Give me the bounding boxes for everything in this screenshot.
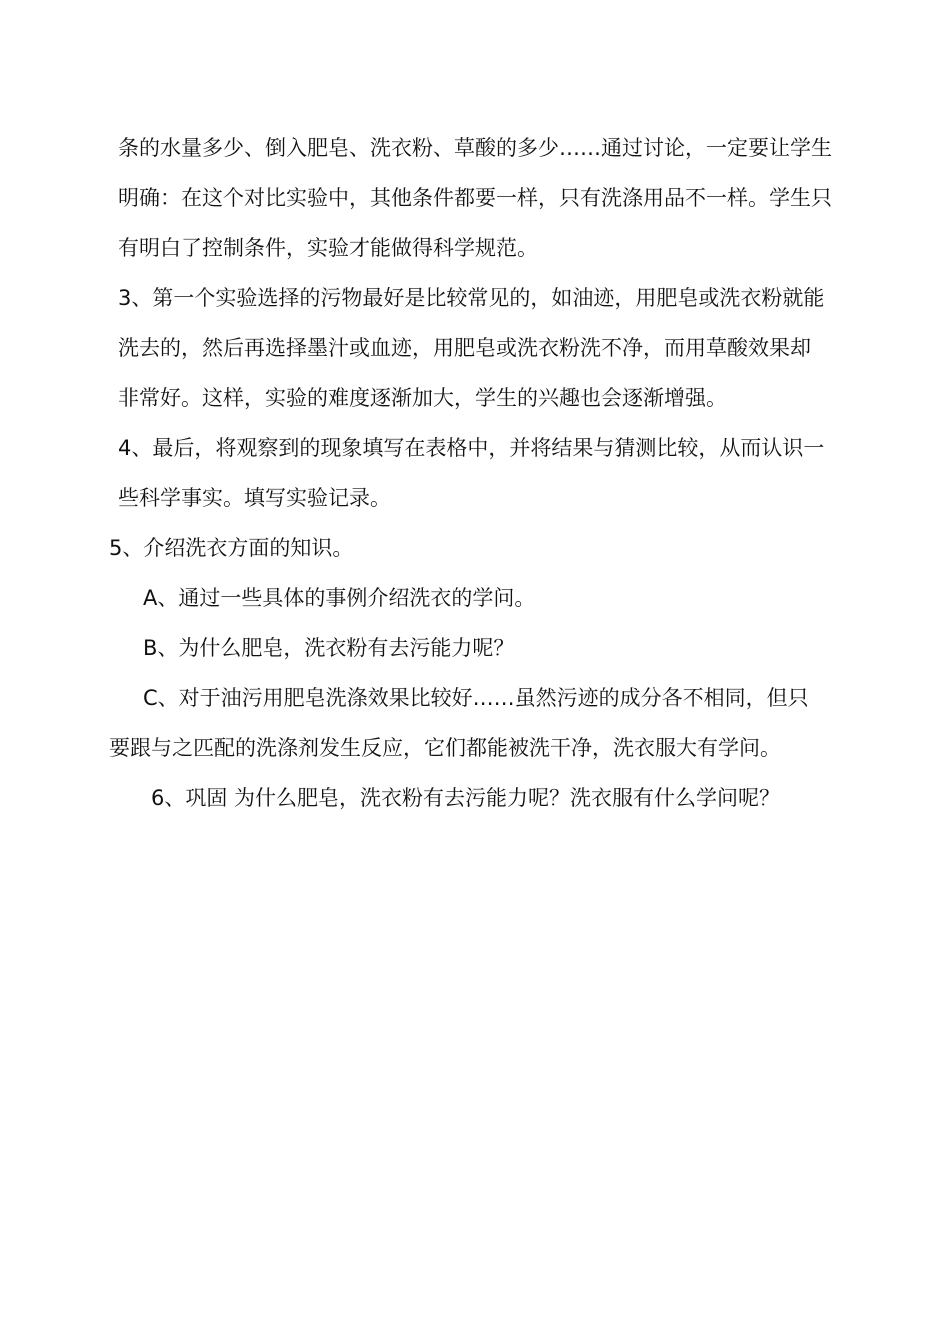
section-heading: 5、介绍洗衣方面的知识。	[109, 536, 354, 560]
paragraph-line: 有明白了控制条件，实验才能做得科学规范。	[118, 236, 538, 260]
section-heading: 6、巩固 为什么肥皂，洗衣粉有去污能力呢？洗衣服有什么学问呢？	[151, 786, 781, 810]
list-item: B、为什么肥皂，洗衣粉有去污能力呢？	[143, 636, 515, 660]
paragraph-line: 3、第一个实验选择的污物最好是比较常见的，如油迹，用肥皂或洗衣粉就能	[118, 286, 825, 310]
paragraph-line: 明确：在这个对比实验中，其他条件都要一样，只有洗涤用品不一样。学生只	[118, 186, 832, 210]
list-item: C、对于油污用肥皂洗涤效果比较好……虽然污迹的成分各不相同，但只	[143, 686, 809, 710]
list-item: A、通过一些具体的事例介绍洗衣的学问。	[143, 586, 536, 610]
paragraph-line: 条的水量多少、倒入肥皂、洗衣粉、草酸的多少……通过讨论，一定要让学生	[118, 136, 832, 160]
paragraph-line: 4、最后，将观察到的现象填写在表格中，并将结果与猜测比较，从而认识一	[118, 436, 825, 460]
paragraph-line: 些科学事实。填写实验记录。	[118, 486, 391, 510]
paragraph-line: 非常好。这样，实验的难度逐渐加大，学生的兴趣也会逐渐增强。	[118, 386, 727, 410]
paragraph-line: 洗去的，然后再选择墨汁或血迹，用肥皂或洗衣粉洗不净，而用草酸效果却	[118, 336, 811, 360]
paragraph-line: 要跟与之匹配的洗涤剂发生反应，它们都能被洗干净，洗衣服大有学问。	[109, 736, 781, 760]
